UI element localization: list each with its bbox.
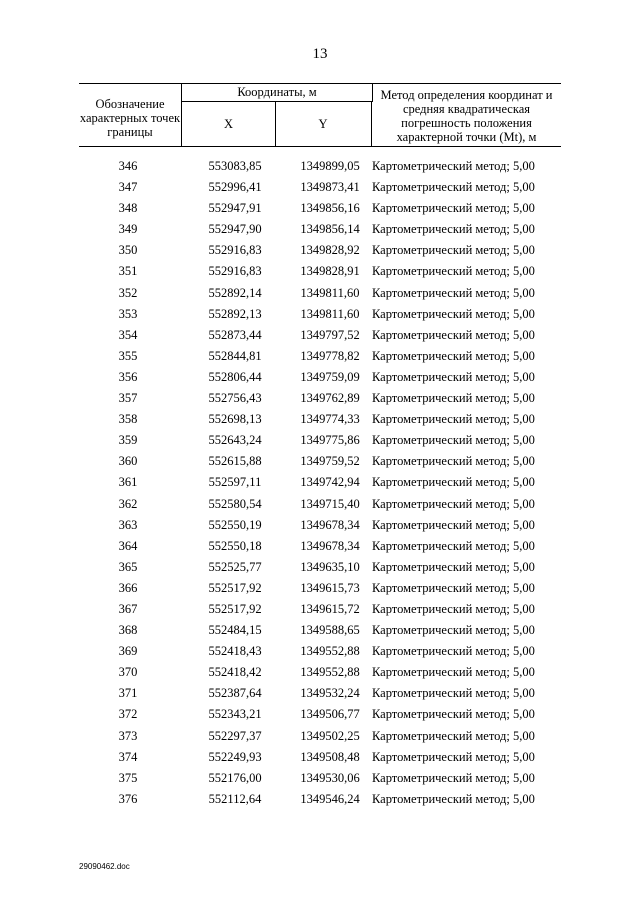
method: Картометрический метод; 5,00 <box>372 496 535 511</box>
coord-y: 1349762,89 <box>300 391 360 406</box>
x-header <box>181 102 276 146</box>
method: Картометрический метод; 5,00 <box>372 327 535 342</box>
coord-y: 1349615,73 <box>300 580 360 595</box>
point-number: 360 <box>118 454 138 469</box>
method: Картометрический метод; 5,00 <box>372 791 535 806</box>
table-row <box>79 305 561 326</box>
method: Картометрический метод; 5,00 <box>372 264 535 279</box>
method: Картометрический метод; 5,00 <box>372 580 535 595</box>
coord-y: 1349546,24 <box>300 791 360 806</box>
method: Картометрический метод; 5,00 <box>372 665 535 680</box>
method: Картометрический метод; 5,00 <box>372 749 535 764</box>
page-number: 13 <box>312 46 328 62</box>
coord-x: 552484,15 <box>208 623 262 638</box>
point-number: 374 <box>118 749 138 764</box>
table-row <box>79 516 561 537</box>
point-number: 369 <box>118 644 138 659</box>
method: Картометрический метод; 5,00 <box>372 623 535 638</box>
coord-x: 552947,91 <box>208 201 262 216</box>
file-name: 29090462.doc <box>79 862 130 871</box>
coord-x: 552517,92 <box>208 580 262 595</box>
coord-y: 1349778,82 <box>300 348 360 363</box>
table-row <box>79 262 561 283</box>
table-row <box>79 769 561 790</box>
table-row <box>79 157 561 178</box>
table-row <box>79 790 561 811</box>
method: Картометрический метод; 5,00 <box>372 222 535 237</box>
table-row <box>79 579 561 600</box>
coord-x: 552615,88 <box>208 454 262 469</box>
coord-x: 552873,44 <box>208 327 262 342</box>
coord-y: 1349828,92 <box>300 243 360 258</box>
point-number: 350 <box>118 243 138 258</box>
coord-y: 1349715,40 <box>300 496 360 511</box>
method: Картометрический метод; 5,00 <box>372 707 535 722</box>
table-row <box>79 452 561 473</box>
table-row <box>79 621 561 642</box>
point-number: 356 <box>118 369 138 384</box>
point-number: 370 <box>118 665 138 680</box>
method: Картометрический метод; 5,00 <box>372 306 535 321</box>
coord-x: 552947,90 <box>208 222 262 237</box>
point-number: 353 <box>118 306 138 321</box>
table-row <box>79 178 561 199</box>
table-row <box>79 284 561 305</box>
method: Картометрический метод; 5,00 <box>372 201 535 216</box>
table-header <box>79 83 561 147</box>
table-row <box>79 537 561 558</box>
table-row <box>79 705 561 726</box>
coord-x: 552525,77 <box>208 559 262 574</box>
point-number: 348 <box>118 201 138 216</box>
coord-y: 1349588,65 <box>300 623 360 638</box>
method: Картометрический метод; 5,00 <box>372 348 535 363</box>
point-number: 349 <box>118 222 138 237</box>
coord-x: 552916,83 <box>208 264 262 279</box>
coord-y: 1349635,10 <box>300 559 360 574</box>
coord-y: 1349873,41 <box>300 180 360 195</box>
coord-x: 552343,21 <box>208 707 262 722</box>
coord-y: 1349506,77 <box>300 707 360 722</box>
coord-x: 552387,64 <box>208 686 262 701</box>
coord-y: 1349811,60 <box>300 306 360 321</box>
coord-y: 1349856,14 <box>300 222 360 237</box>
method-header-label: Метод определения координат и средняя квадратическая погрешность положения характерной точки (Mt), м <box>380 88 553 144</box>
method: Картометрический метод; 5,00 <box>372 454 535 469</box>
method: Картометрический метод; 5,00 <box>372 686 535 701</box>
coord-x: 552597,11 <box>208 475 262 490</box>
coord-y: 1349530,06 <box>300 770 360 785</box>
coord-y: 1349774,33 <box>300 412 360 427</box>
coord-x: 552643,24 <box>208 433 262 448</box>
method: Картометрический метод; 5,00 <box>372 517 535 532</box>
table-row <box>79 410 561 431</box>
point-number: 372 <box>118 707 138 722</box>
y-header-label: Y <box>318 117 328 131</box>
coord-y: 1349678,34 <box>300 538 360 553</box>
table-row <box>79 663 561 684</box>
coord-x: 552550,19 <box>208 517 262 532</box>
method: Картометрический метод; 5,00 <box>372 412 535 427</box>
point-number: 367 <box>118 601 138 616</box>
table-row <box>79 473 561 494</box>
method: Картометрический метод; 5,00 <box>372 475 535 490</box>
point-number: 364 <box>118 538 138 553</box>
coord-x: 552550,18 <box>208 538 262 553</box>
table-row <box>79 368 561 389</box>
coord-y: 1349775,86 <box>300 433 360 448</box>
coord-x: 552418,43 <box>208 644 262 659</box>
point-number: 354 <box>118 327 138 342</box>
point-number: 355 <box>118 348 138 363</box>
coordinates-header: Координаты, м <box>181 84 373 102</box>
y-header <box>275 102 372 146</box>
coord-x: 552112,64 <box>208 791 262 806</box>
method: Картометрический метод; 5,00 <box>372 770 535 785</box>
table-row <box>79 748 561 769</box>
point-number: 375 <box>118 770 138 785</box>
method-header <box>372 86 561 146</box>
method: Картометрический метод; 5,00 <box>372 559 535 574</box>
table-row <box>79 431 561 452</box>
method: Картометрический метод; 5,00 <box>372 644 535 659</box>
table-row <box>79 727 561 748</box>
table-row <box>79 199 561 220</box>
point-number: 363 <box>118 517 138 532</box>
point-number: 346 <box>118 159 138 173</box>
coord-x: 552756,43 <box>208 391 262 406</box>
method: Картометрический метод; 5,00 <box>372 728 535 743</box>
designation-header-label: Обозначение характерных точек границы <box>79 97 181 139</box>
point-number: 371 <box>118 686 138 701</box>
coord-y: 1349828,91 <box>300 264 360 279</box>
table-row <box>79 600 561 621</box>
method: Картометрический метод; 5,00 <box>372 601 535 616</box>
designation-header <box>79 90 181 146</box>
point-number: 362 <box>118 496 138 511</box>
point-number: 361 <box>118 475 138 490</box>
point-number: 376 <box>118 791 138 806</box>
table-row <box>79 642 561 663</box>
table-row <box>79 495 561 516</box>
coord-y: 1349502,25 <box>300 728 360 743</box>
coord-x: 552297,37 <box>208 728 262 743</box>
table-row <box>79 684 561 705</box>
coord-y: 1349532,24 <box>300 686 360 701</box>
coord-x: 552176,00 <box>208 770 262 785</box>
method: Картометрический метод; 5,00 <box>372 391 535 406</box>
coord-x: 552892,14 <box>208 285 262 300</box>
method: Картометрический метод; 5,00 <box>372 159 535 173</box>
point-number: 358 <box>118 412 138 427</box>
coord-x: 552580,54 <box>208 496 262 511</box>
coord-y: 1349742,94 <box>300 475 360 490</box>
method: Картометрический метод; 5,00 <box>372 243 535 258</box>
coord-x: 552517,92 <box>208 601 262 616</box>
coord-y: 1349797,52 <box>300 327 360 342</box>
table-body <box>79 157 561 811</box>
table-row <box>79 389 561 410</box>
coord-y: 1349552,88 <box>300 644 360 659</box>
coord-x: 552418,42 <box>208 665 262 680</box>
coord-x: 552249,93 <box>208 749 262 764</box>
table-row <box>79 326 561 347</box>
coord-y: 1349508,48 <box>300 749 360 764</box>
point-number: 368 <box>118 623 138 638</box>
coord-y: 1349811,60 <box>300 285 360 300</box>
point-number: 365 <box>118 559 138 574</box>
coord-y: 1349552,88 <box>300 665 360 680</box>
point-number: 366 <box>118 580 138 595</box>
point-number: 373 <box>118 728 138 743</box>
coord-y: 1349759,09 <box>300 369 360 384</box>
table-row <box>79 558 561 579</box>
table-row <box>79 220 561 241</box>
coord-y: 1349899,05 <box>300 159 360 173</box>
coord-x: 553083,85 <box>208 159 262 173</box>
point-number: 352 <box>118 285 138 300</box>
point-number: 347 <box>118 180 138 195</box>
method: Картометрический метод; 5,00 <box>372 285 535 300</box>
x-header-label: X <box>223 117 234 131</box>
coord-y: 1349615,72 <box>300 601 360 616</box>
coord-y: 1349856,16 <box>300 201 360 216</box>
coord-x: 552806,44 <box>208 369 262 384</box>
coord-x: 552698,13 <box>208 412 262 427</box>
coord-x: 552996,41 <box>208 180 262 195</box>
point-number: 357 <box>118 391 138 406</box>
method: Картометрический метод; 5,00 <box>372 180 535 195</box>
method: Картометрический метод; 5,00 <box>372 538 535 553</box>
coord-x: 552916,83 <box>208 243 262 258</box>
coord-y: 1349759,52 <box>300 454 360 469</box>
coord-x: 552892,13 <box>208 306 262 321</box>
table-row <box>79 241 561 262</box>
coord-y: 1349678,34 <box>300 517 360 532</box>
coord-x: 552844,81 <box>208 348 262 363</box>
method: Картометрический метод; 5,00 <box>372 369 535 384</box>
table-row <box>79 347 561 368</box>
point-number: 359 <box>118 433 138 448</box>
method: Картометрический метод; 5,00 <box>372 433 535 448</box>
point-number: 351 <box>118 264 138 279</box>
